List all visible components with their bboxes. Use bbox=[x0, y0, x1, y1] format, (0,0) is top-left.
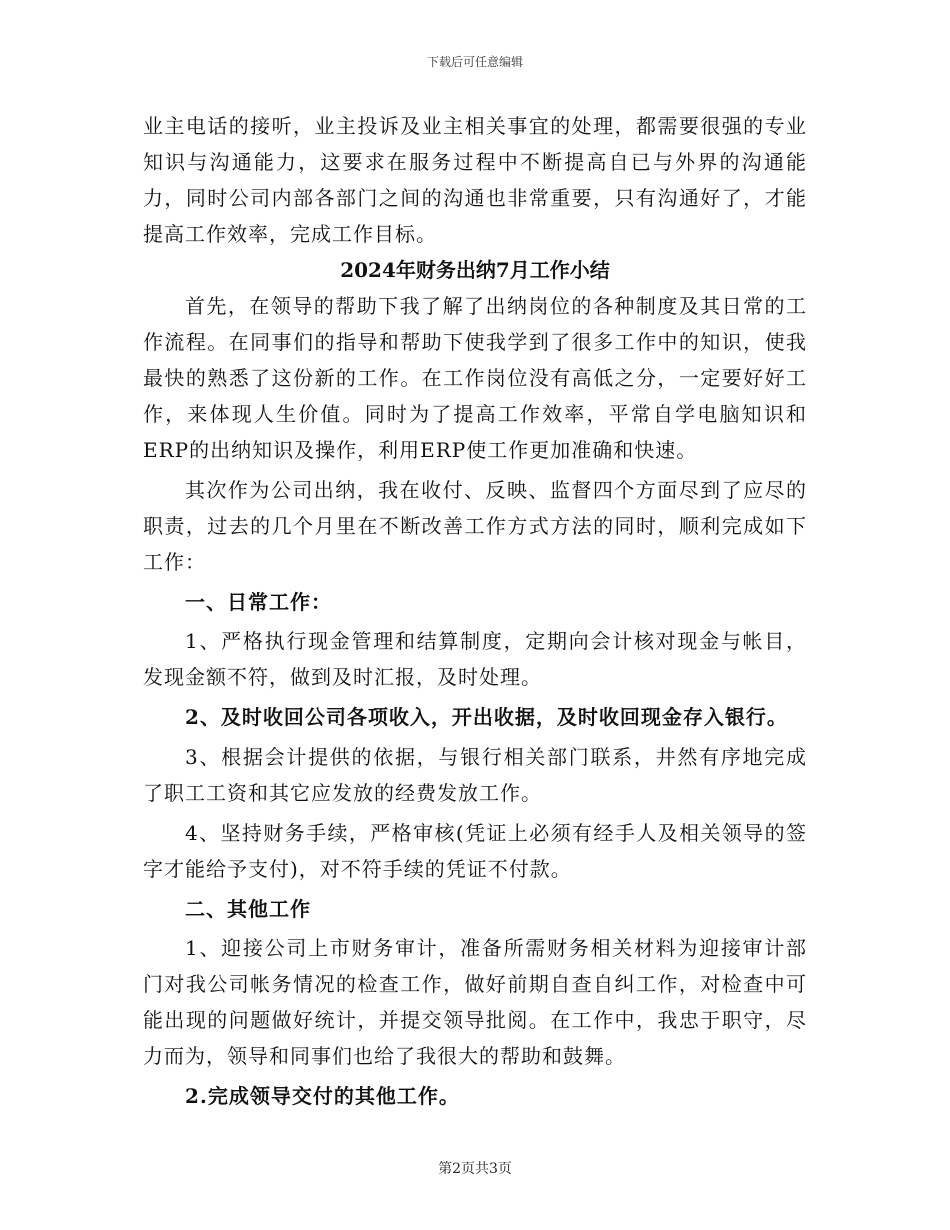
other-work-item-1: 1、迎接公司上市财务审计，准备所需财务相关材料为迎接审计部门对我公司帐务情况的检查工作，做好前期自查自纠工作，对检查中可能出现的问题做好统计，并提交领导批阅。在工作中，我忠于职守，尽力而为，领导和同事们也给了我很大的帮助和鼓舞。 bbox=[143, 936, 807, 1068]
section-heading-daily-work: 一、日常工作： bbox=[185, 590, 332, 614]
document-title: 2024年财务出纳7月工作小结 bbox=[340, 258, 610, 282]
page-number: 第2页共3页 bbox=[438, 1161, 512, 1177]
daily-work-item-4: 4、坚持财务手续，严格审核(凭证上必须有经手人及相关领导的签字才能给予支付)，对不符手续的凭证不付款。 bbox=[143, 821, 807, 881]
document-body bbox=[143, 108, 807, 1114]
daily-work-item-1: 1、严格执行现金管理和结算制度，定期向会计核对现金与帐目，发现金额不符，做到及时汇报，及时处理。 bbox=[143, 629, 807, 689]
paragraph-first: 首先，在领导的帮助下我了解了出纳岗位的各种制度及其日常的工作流程。在同事们的指导和帮助下使我学到了很多工作中的知识，使我最快的熟悉了这份新的工作。在工作岗位没有高低之分，一定要好好工作，来体现人生价值。同时为了提高工作效率，平常自学电脑知识和ERP的出纳知识及操作，利用ERP使工作更加准确和快速。 bbox=[143, 294, 807, 462]
page-header-note: 下载后可任意编辑 bbox=[426, 55, 523, 69]
daily-work-item-2: 2、及时收回公司各项收入，开出收据，及时收回现金存入银行。 bbox=[185, 705, 788, 729]
other-work-item-2: 2.完成领导交付的其他工作。 bbox=[185, 1084, 460, 1108]
paragraph-second: 其次作为公司出纳，我在收付、反映、监督四个方面尽到了应尽的职责，过去的几个月里在不断改善工作方式方法的同时，顺利完成如下工作： bbox=[143, 478, 807, 574]
daily-work-item-3: 3、根据会计提供的依据，与银行相关部门联系，井然有序地完成了职工工资和其它应发放的经费发放工作。 bbox=[143, 745, 807, 805]
section-heading-other-work: 二、其他工作 bbox=[185, 897, 311, 921]
intro-paragraph: 业主电话的接听，业主投诉及业主相关事宜的处理，都需要很强的专业知识与沟通能力，这要求在服务过程中不断提高自已与外界的沟通能力，同时公司内部各部门之间的沟通也非常重要，只有沟通好了，才能提高工作效率，完成工作目标。 bbox=[143, 114, 807, 246]
